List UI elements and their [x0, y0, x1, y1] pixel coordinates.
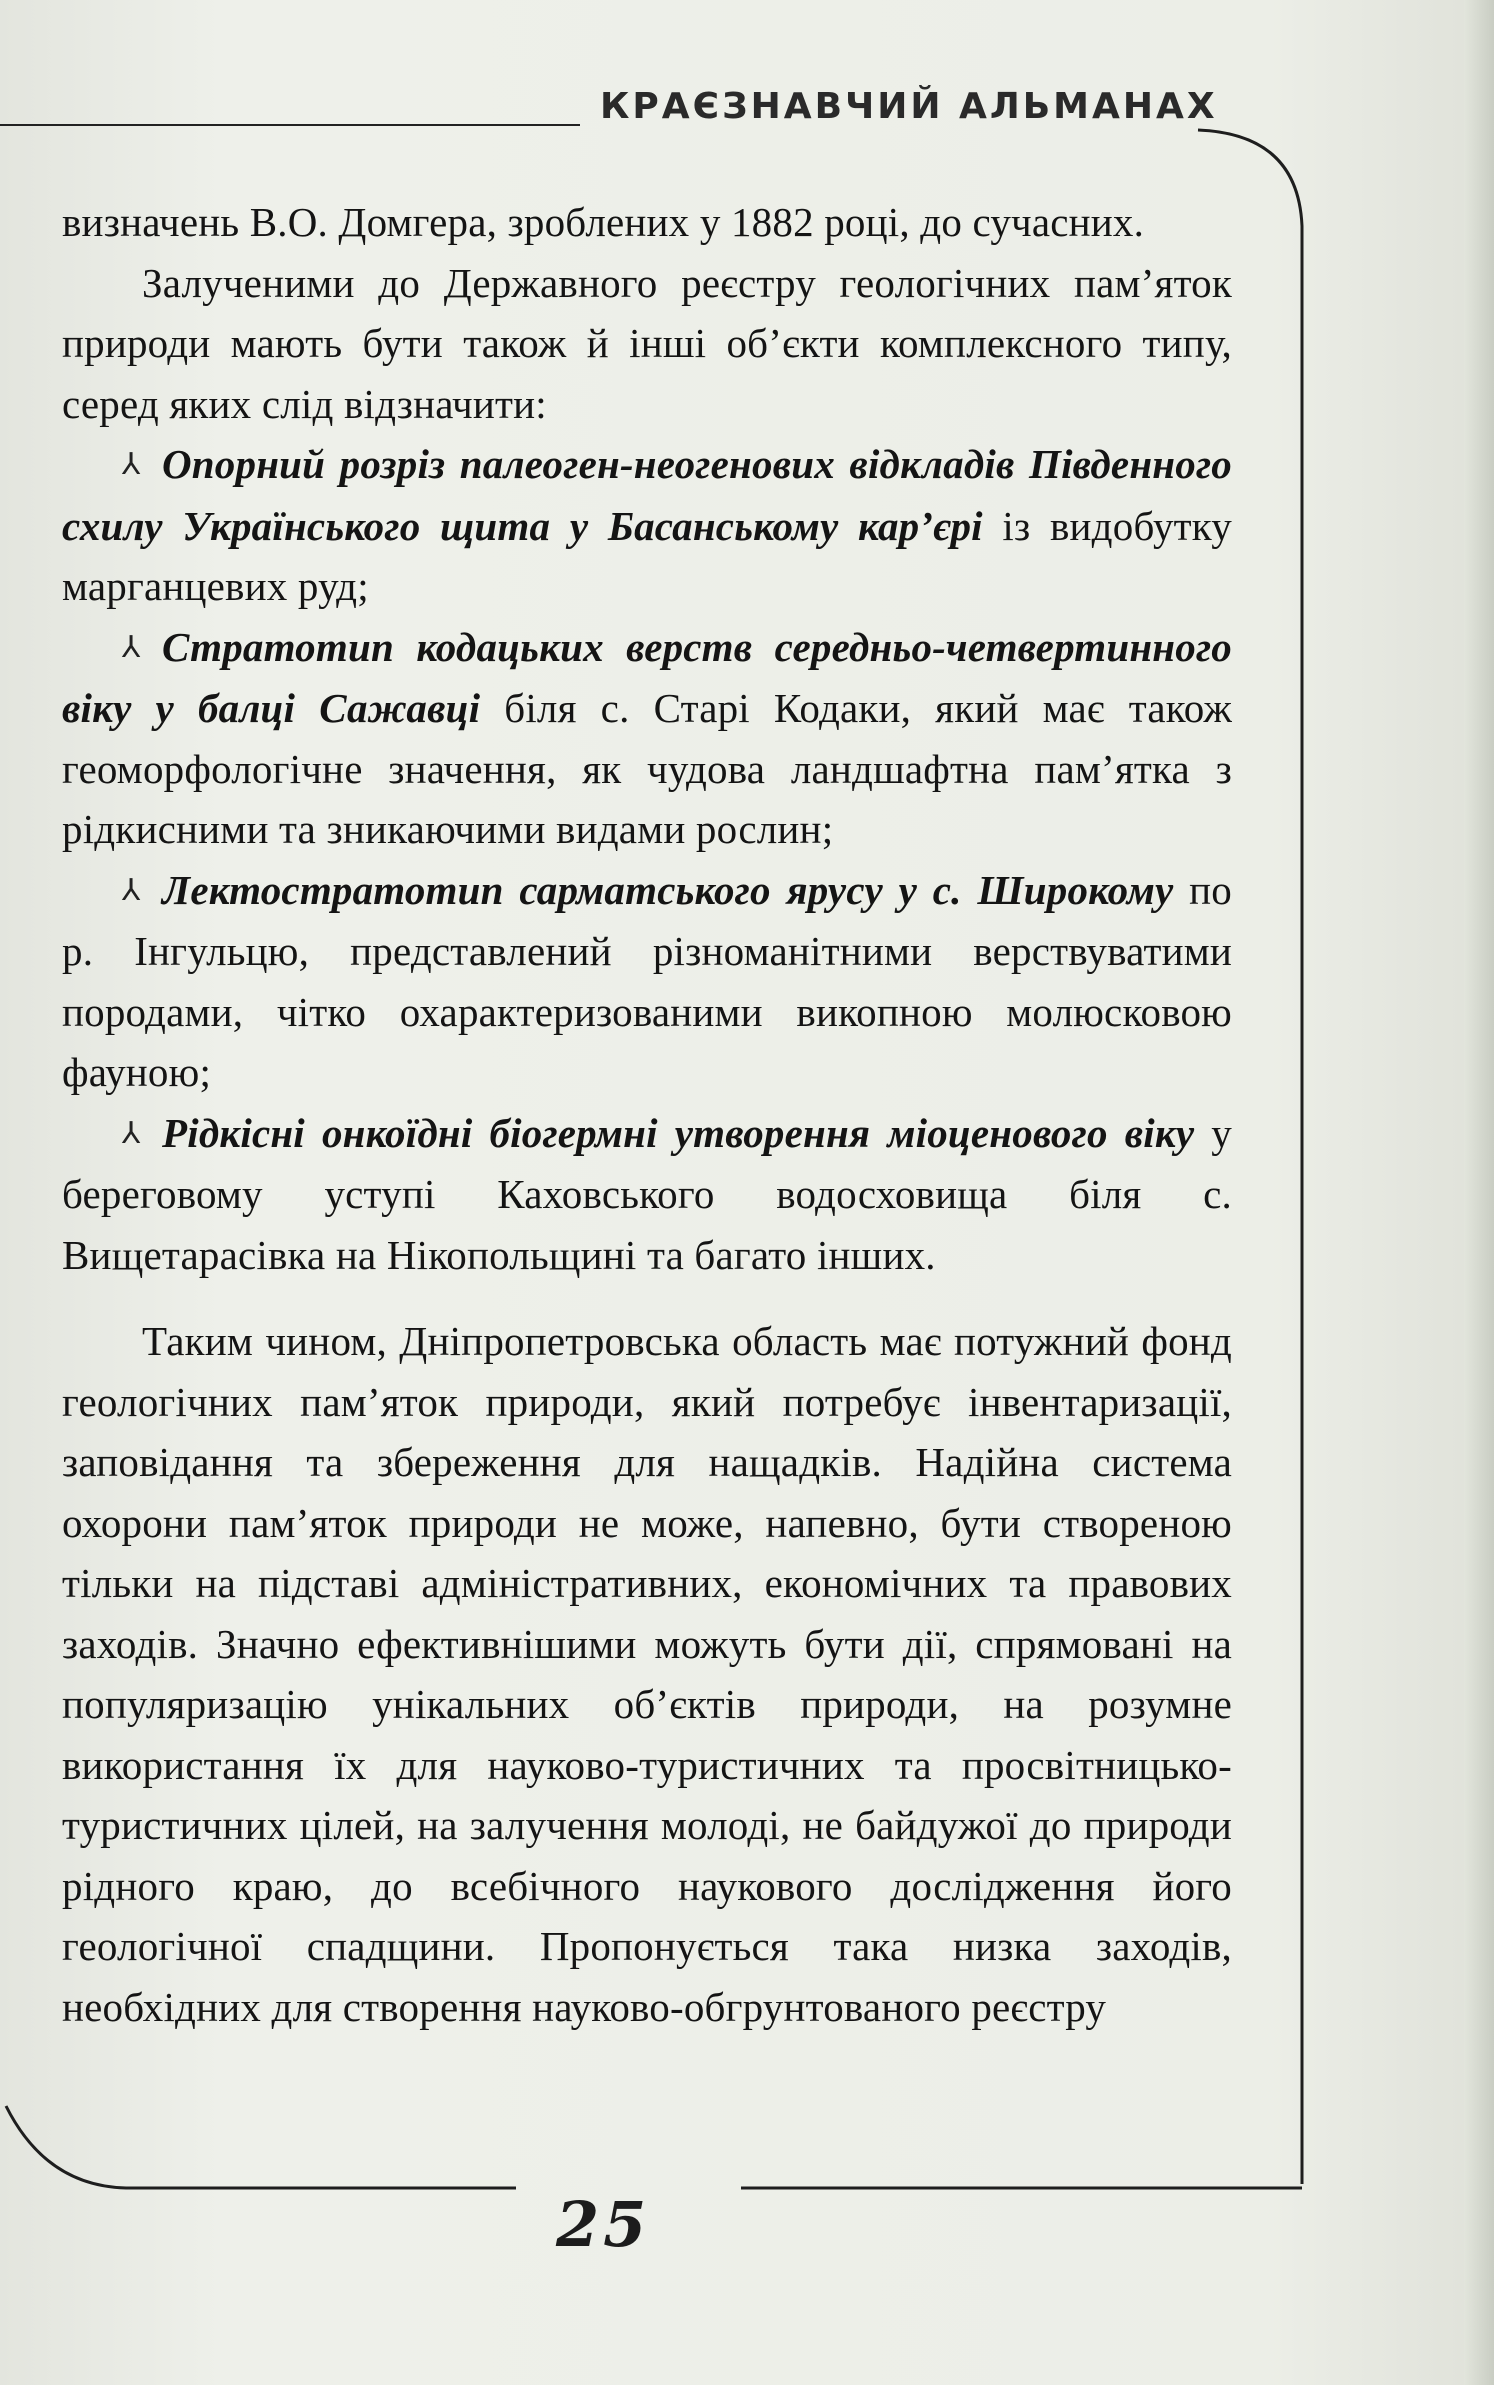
list-item: [62, 860, 1232, 1103]
page-edge-shadow: [1464, 0, 1494, 2385]
bullet-icon: ⅄: [122, 873, 141, 907]
list-item: [62, 434, 1232, 617]
list-item-title: Рідкісні онкоїдні біогермні утворення міоценового віку: [162, 1109, 1195, 1156]
list-item-text: із видобутку марганцевих руд;: [62, 502, 1232, 609]
list-item-title: Стратотип кодацьких верств середньо-четвертинного віку у балці Сажавці: [62, 623, 1232, 731]
list-item-text: у береговому уступі Каховського водосховища біля с. Вищетарасівка на Нікопольщині та багато інших.: [62, 1109, 1232, 1278]
list-item-text: біля с. Старі Кодаки, який має також геоморфологічне значення, як чудова ландшафтна пам’ятка з рідкисними та зникаючими видами рослин;: [62, 685, 1233, 852]
running-header: КРАЄЗНАВЧИЙ АЛЬМАНАХ: [600, 86, 1218, 127]
bullet-icon: ⅄: [122, 630, 141, 664]
list-item-title: Лектостратотип сарматського ярусу у с. Широкому: [162, 866, 1174, 913]
paragraph-intro: Залученими до Державного реєстру геологічних пам’яток природи мають бути також й інші об’єкти комплексного типу, серед яких слід відзначити:: [62, 259, 1232, 427]
list-item-title: Опорний розріз палеоген-неогенових відкладів Південного схилу Українського щита у Басанському кар’єрі: [62, 441, 1232, 549]
paragraph-continuation: визначень В.О. Домгера, зроблених у 1882 році, до сучасних.: [62, 199, 1145, 245]
body-text: [62, 192, 1232, 2037]
paragraph-gap: [62, 1285, 1232, 1311]
bullet-icon: ⅄: [122, 1116, 141, 1150]
list-item: [62, 617, 1232, 860]
page-number: 25: [556, 2188, 651, 2261]
paragraph-conclusion: Таким чином, Дніпропетровська область має потужний фонд геологічних пам’яток природи, який потребує інвентаризації, заповідання та збереження для нащадків. Надійна система охорони пам’яток природи не може, напевно, бути створеною тільки на підставі адміністративних, економічних та правових заходів. Значно ефективнішими можуть бути дії, спрямовані на популяризацію унікальних об’єктів природи, на розумне використання їх для науково-туристичних та просвітницько-туристичних цілей, на залучення молоді, не байдужої до природи рідного краю, до всебічного наукового дослідження його геологічної спадщини. Пропонується така низка заходів, необхідних для створення науково-обгрунтованого реєстру: [62, 1318, 1232, 2030]
bullet-icon: ⅄: [122, 448, 141, 481]
list-item-text: по р. Інгульцю, представлений різноманітними верствуватими породами, чітко охарактеризованими викопною молюсковою фауною;: [62, 866, 1232, 1095]
list-item: [62, 1103, 1232, 1286]
